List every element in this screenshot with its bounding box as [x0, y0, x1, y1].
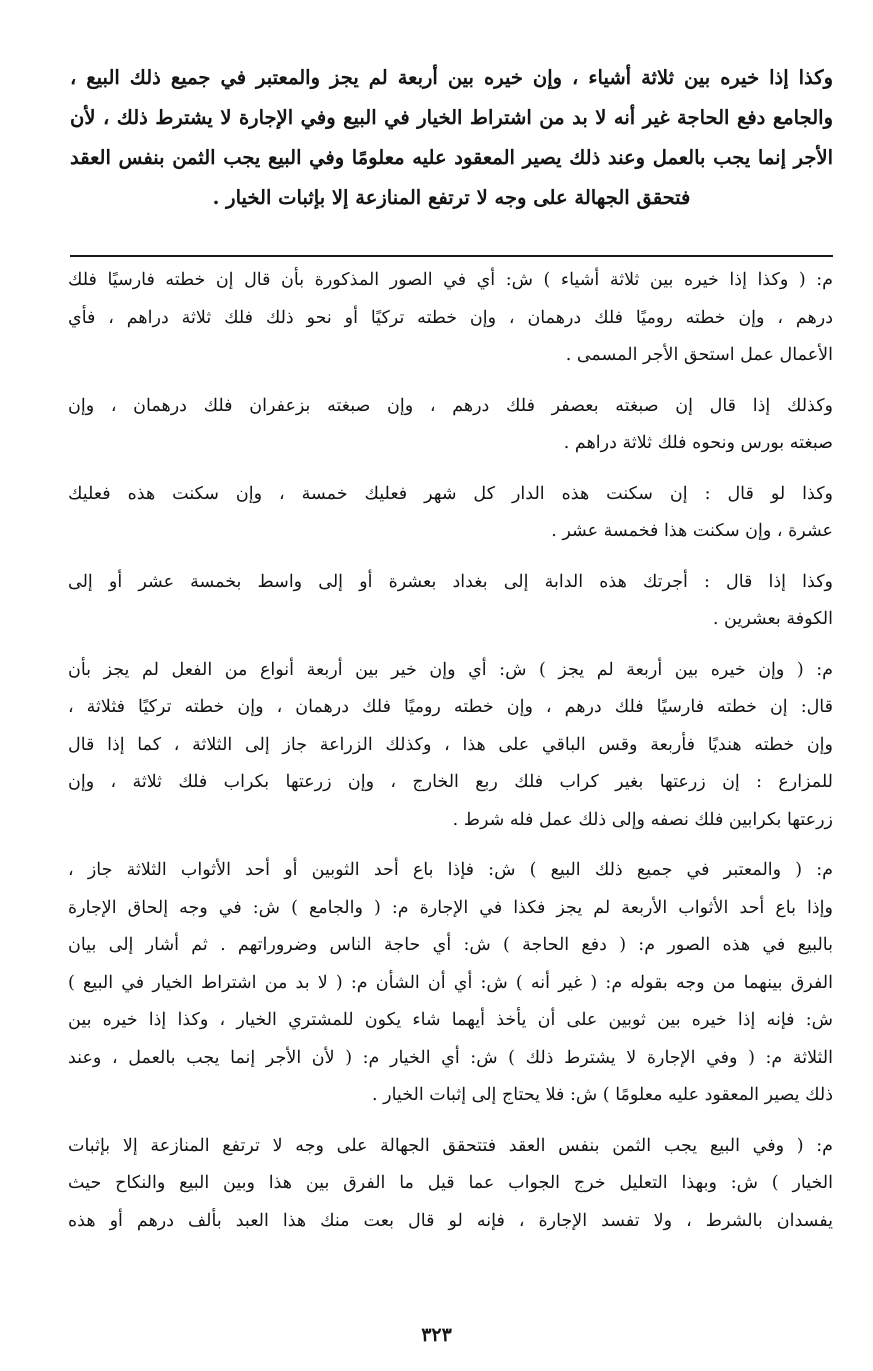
- commentary-line: وكذلك إذا قال إن صبغته بعصفر فلك درهم ، وإن صبغته بزعفران فلك درهمان ، وإن: [68, 395, 833, 416]
- commentary-line: وكذا إذا قال : أجرتك هذه الدابة إلى بغداد بعشرة أو إلى واسط بخمسة عشر أو إلى: [68, 571, 833, 592]
- matn-line: وكذا إذا خيره بين ثلاثة أشياء ، وإن خيره بين أربعة لم يجز والمعتبر في جميع ذلك البيع ،: [70, 66, 833, 89]
- commentary-line: م: ( والمعتبر في جميع ذلك البيع ) ش: فإذا باع أحد الثوبين أو أحد الأثواب الثلاثة جاز ،: [68, 860, 833, 880]
- matn-text: [70, 58, 833, 218]
- commentary-line: وإن خطته هنديًا فأربعة وقس الباقي على هذا ، وكذلك الزراعة جاز إلى الثلاثة ، كما إذا قال: [68, 734, 833, 755]
- commentary-line: عشرة ، وإن سكنت هذا فخمسة عشر .: [551, 521, 833, 541]
- commentary-line: صبغته بورس ونحوه فلك ثلاثة دراهم .: [563, 433, 833, 453]
- sharh-commentary: [68, 262, 833, 1253]
- commentary-paragraph: [68, 852, 833, 1115]
- commentary-line: يفسدان بالشرط ، ولا تفسد الإجارة ، فإنه لو قال بعت منك هذا العبد بألف درهم أو هذه: [68, 1210, 833, 1231]
- commentary-line: الأعمال عمل استحق الأجر المسمى .: [565, 345, 833, 365]
- commentary-paragraph: [68, 476, 833, 551]
- commentary-paragraph: [68, 652, 833, 840]
- commentary-line: الثلاثة م: ( وفي الإجارة لا يشترط ذلك ) ش: أي الخيار م: ( لأن الأجر إنما يجب بالعمل ، وعند: [68, 1047, 833, 1068]
- commentary-paragraph: [68, 564, 833, 639]
- commentary-line: م: ( وكذا إذا خيره بين ثلاثة أشياء ) ش: أي في الصور المذكورة بأن قال إن خطته فارسيًا فلك: [68, 270, 833, 290]
- matn-line: والجامع دفع الحاجة غير أنه لا بد من اشتراط الخيار في البيع وفي الإجارة لا يشترط ذلك ، لأن: [70, 106, 833, 129]
- matn-line: الأجر إنما يجب بالعمل وعند ذلك يصير المعقود عليه معلومًا وفي البيع يجب الثمن بنفس العقد: [70, 146, 833, 169]
- commentary-paragraph: [68, 262, 833, 375]
- page-number: ٣٢٣: [421, 1324, 452, 1346]
- commentary-line: ش: فإنه إذا خيره بين ثوبين على أن يأخذ أيهما شاء يكون للمشتري الخيار ، وكذا إذا خيره بين: [68, 1010, 833, 1030]
- separator-rule: [70, 255, 833, 257]
- commentary-paragraph: [68, 388, 833, 463]
- commentary-line: ذلك يصير المعقود عليه معلومًا ) ش: فلا يحتاج إلى إثبات الخيار .: [372, 1085, 833, 1105]
- commentary-line: الكوفة بعشرين .: [712, 609, 833, 629]
- commentary-paragraph: [68, 1128, 833, 1241]
- commentary-line: بالبيع في هذه الصور م: ( دفع الحاجة ) ش: أي حاجة الناس وضروراتهم . ثم أشار إلى بيان: [68, 935, 833, 955]
- commentary-line: الفرق بينهما من وجه بقوله م: ( غير أنه ) ش: أي أن الشأن م: ( لا بد من اشتراط الخيار في البيع ): [68, 972, 833, 993]
- commentary-line: قال: إن خطته فارسيًا فلك درهم ، وإن خطته روميًا فلك درهمان ، وإن خطته تركيًا فثلاثة ،: [68, 697, 833, 717]
- matn-line: فتحقق الجهالة على وجه لا ترتفع المنازعة إلا بإثبات الخيار .: [212, 186, 691, 209]
- commentary-line: م: ( وفي البيع يجب الثمن بنفس العقد فتتحقق الجهالة على وجه لا ترتفع المنازعة إلا بإثبات: [68, 1135, 833, 1156]
- commentary-line: وكذا لو قال : إن سكنت هذه الدار كل شهر فعليك خمسة ، وإن سكنت هذه فعليك: [68, 483, 833, 504]
- commentary-line: للمزارع : إن زرعتها بغير كراب فلك ربع الخارج ، وإن زرعتها بكراب فلك ثلاثة ، وإن: [68, 772, 833, 792]
- commentary-line: زرعتها بكرابين فلك نصفه وإلى ذلك عمل فله شرط .: [452, 809, 833, 830]
- commentary-line: وإذا باع أحد الأثواب الأربعة لم يجز فكذا في الإجارة م: ( والجامع ) ش: في وجه إلحاق الإجارة: [68, 897, 833, 918]
- commentary-line: م: ( وإن خيره بين أربعة لم يجز ) ش: أي وإن خير بين أربعة أنواع من الفعل لم يجز بأن: [68, 659, 833, 680]
- commentary-line: درهم ، وإن خطته روميًا فلك درهمان ، وإن خطته تركيًا أو نحو ذلك فلك ثلاثة دراهم ، فأي: [68, 307, 833, 328]
- commentary-line: الخيار ) ش: وبهذا التعليل خرج الجواب عما قيل ما الفرق بين هذا وبين البيع والنكاح حيث: [68, 1173, 833, 1193]
